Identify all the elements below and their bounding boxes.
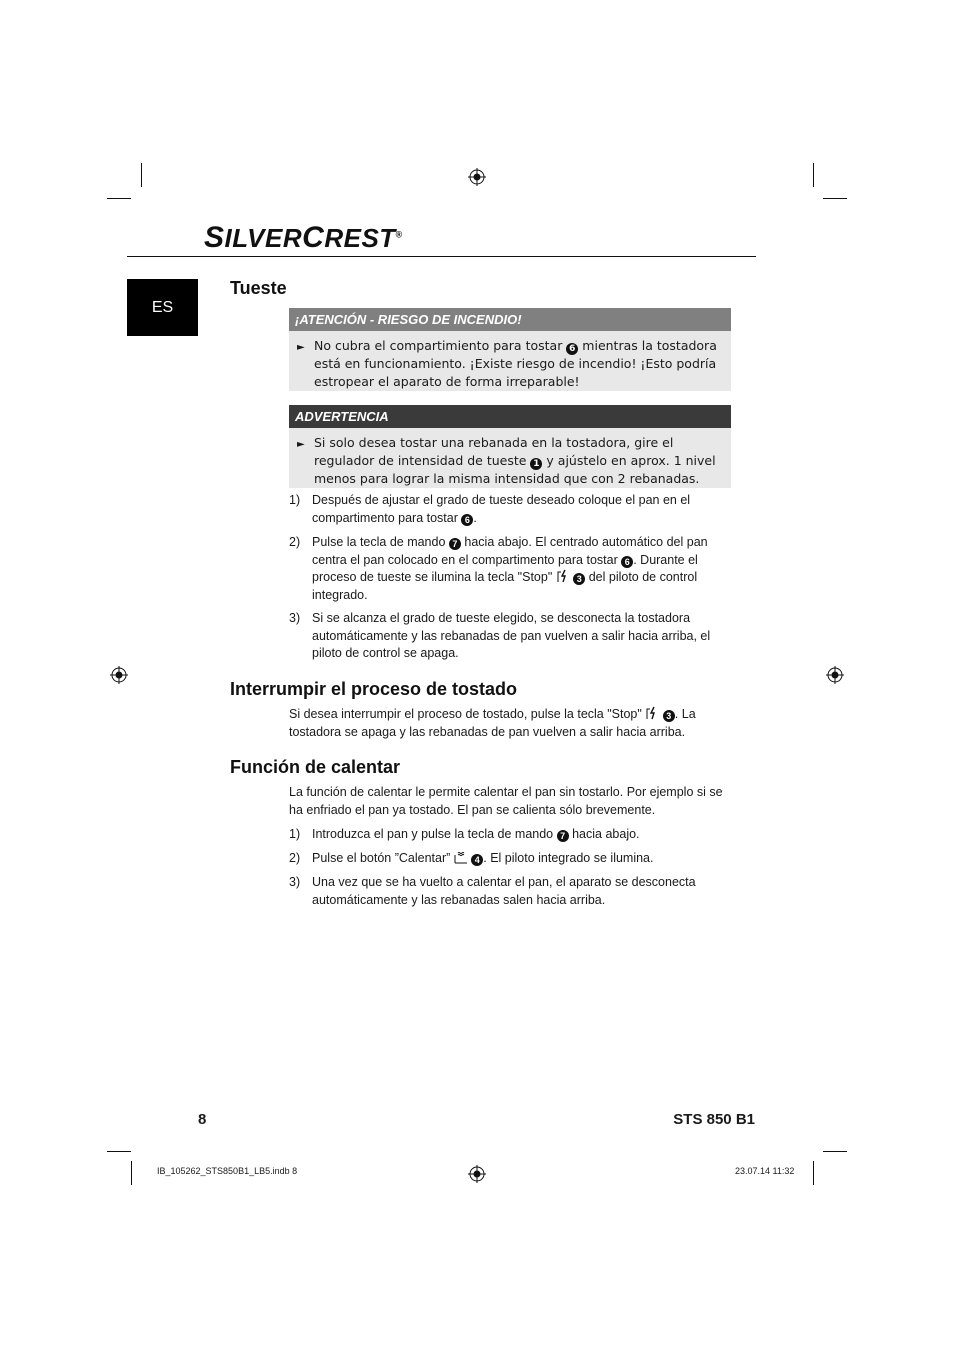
paragraph: Si desea interrumpir el proceso de tostado, pulse la tecla "Stop" 3 . La tostadora se apaga y las rebanadas de pan vuelven a salir hacia arriba. bbox=[289, 707, 696, 739]
warning-title: ADVERTENCIA bbox=[289, 405, 731, 428]
part-number-badge: 3 bbox=[573, 573, 585, 585]
section-title-interrumpir: Interrumpir el proceso de tostado bbox=[230, 679, 518, 699]
stop-icon bbox=[556, 569, 570, 583]
crop-mark bbox=[823, 1151, 847, 1152]
crop-mark bbox=[813, 163, 814, 187]
warning-title: ¡ATENCIÓN - RIESGO DE INCENDIO! bbox=[289, 308, 731, 331]
list-item: 3) Una vez que se ha vuelto a calentar el pan, el aparato se desconecta automáticamente y las rebanadas salen hacia arriba. bbox=[289, 875, 696, 907]
warning-body: ► No cubra el compartimiento para tostar 6 mientras la tostadora está en funcionamiento. ¡Existe riesgo de incendio! ¡Esto podría estropear el aparato de forma irreparable! bbox=[297, 338, 717, 389]
registration-mark-icon bbox=[468, 1165, 486, 1183]
model-name: STS 850 B1 bbox=[673, 1111, 755, 1128]
registration-mark-icon bbox=[468, 168, 486, 186]
crop-mark bbox=[107, 198, 131, 199]
part-number-badge: 6 bbox=[566, 343, 578, 355]
registration-mark-icon bbox=[826, 666, 844, 684]
language-tab: ES bbox=[127, 279, 198, 336]
registration-mark-icon bbox=[110, 666, 128, 684]
bullet-arrow-icon: ► bbox=[297, 439, 305, 450]
fire-warning-box bbox=[289, 308, 731, 391]
bullet-arrow-icon: ► bbox=[297, 342, 305, 353]
list-item: 2) Pulse el botón ”Calentar” 4 . El piloto integrado se ilumina. bbox=[289, 851, 654, 865]
warning-body: ► Si solo desea tostar una rebanada en la tostadora, gire el regulador de intensidad de tueste 1 y ajústelo en aprox. 1 nivel menos para lograr la misma intensidad que con 2 rebanadas. bbox=[297, 435, 716, 486]
list-item: 2) Pulse la tecla de mando 7 hacia abajo. El centrado automático del pan centra el pan colocado en el compartimento para tostar 6 . Durante el proceso de tueste se ilumina la tecla "Stop" 3 del piloto de control integrado. bbox=[289, 535, 708, 602]
part-number-badge: 7 bbox=[557, 830, 569, 842]
stop-icon bbox=[645, 706, 659, 720]
list-item: 3) Si se alcanza el grado de tueste elegido, se desconecta la tostadora automáticamente y las rebanadas de pan vuelven a salir hacia arriba, el piloto de control se apaga. bbox=[289, 611, 711, 660]
header-rule bbox=[127, 256, 756, 257]
paragraph: La función de calentar le permite calentar el pan sin tostarlo. Por ejemplo si se ha enfriado el pan ya tostado. El pan se calienta sólo brevemente. bbox=[289, 785, 723, 817]
part-number-badge: 6 bbox=[461, 514, 473, 526]
part-number-badge: 4 bbox=[471, 854, 483, 866]
list-item: 1) Introduzca el pan y pulse la tecla de mando 7 hacia abajo. bbox=[289, 827, 640, 841]
crop-mark bbox=[813, 1161, 814, 1185]
part-number-badge: 7 bbox=[449, 538, 461, 550]
warm-icon bbox=[454, 850, 468, 864]
part-number-badge: 6 bbox=[621, 556, 633, 568]
crop-mark bbox=[823, 198, 847, 199]
page-number: 8 bbox=[198, 1111, 207, 1128]
brand-logo: SILVERCREST® bbox=[204, 221, 403, 254]
part-number-badge: 3 bbox=[663, 710, 675, 722]
part-number-badge: 1 bbox=[530, 458, 542, 470]
file-slug: IB_105262_STS850B1_LB5.indb 8 bbox=[157, 1166, 298, 1176]
crop-mark bbox=[107, 1151, 131, 1152]
list-item: 1) Después de ajustar el grado de tueste deseado coloque el pan en el compartimento para tostar 6 . bbox=[289, 493, 691, 525]
advertencia-box bbox=[289, 405, 731, 488]
crop-mark bbox=[141, 163, 142, 187]
section-title-tueste: Tueste bbox=[230, 278, 287, 298]
print-timestamp: 23.07.14 11:32 bbox=[735, 1166, 795, 1176]
section-title-calentar: Función de calentar bbox=[230, 757, 401, 777]
crop-mark bbox=[131, 1161, 132, 1185]
